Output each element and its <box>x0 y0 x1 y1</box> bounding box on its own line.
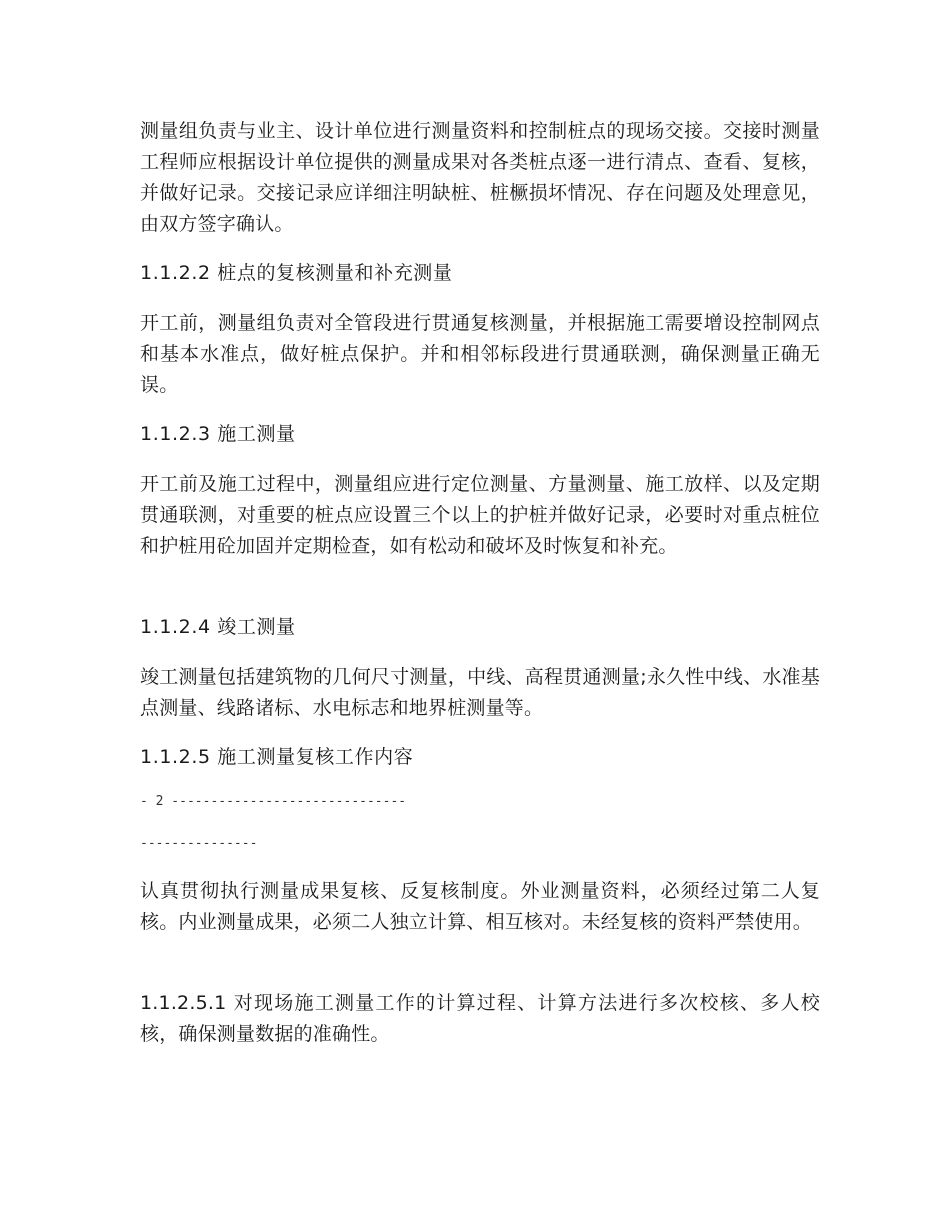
paragraph-1-1-2-5-1: 1.1.2.5.1 对现场施工测量工作的计算过程、计算方法进行多次校核、多人校核，确保测量数据的准确性。 <box>140 992 820 1045</box>
heading-1-1-2-4: 1.1.2.4 竣工测量 <box>140 616 296 638</box>
page-break-divider: --------------- <box>140 836 258 851</box>
page-number-marker: - 2 ------------------------------ <box>140 794 407 809</box>
heading-1-1-2-3: 1.1.2.3 施工测量 <box>140 423 296 445</box>
paragraph-review-system: 认真贯彻执行测量成果复核、反复核制度。外业测量资料，必须经过第二人复核。内业测量成果，必须二人独立计算、相互核对。未经复核的资料严禁使用。 <box>140 880 820 933</box>
heading-1-1-2-2: 1.1.2.2 桩点的复核测量和补充测量 <box>140 262 453 284</box>
paragraph-pre-construction-survey: 开工前，测量组负责对全管段进行贯通复核测量，并根据施工需要增设控制网点和基本水准点，做好桩点保护。并和相邻标段进行贯通联测，确保测量正确无误。 <box>140 312 820 396</box>
paragraph-construction-survey: 开工前及施工过程中，测量组应进行定位测量、方量测量、施工放样、以及定期贯通联测，对重要的桩点应设置三个以上的护桩并做好记录，必要时对重点桩位和护桩用砼加固并定期检查，如有松动和破坏及时恢复和补充。 <box>140 473 820 557</box>
heading-1-1-2-5: 1.1.2.5 施工测量复核工作内容 <box>140 746 414 768</box>
paragraph-handover: 测量组负责与业主、设计单位进行测量资料和控制桩点的现场交接。交接时测量工程师应根据设计单位提供的测量成果对各类桩点逐一进行清点、查看、复核，并做好记录。交接记录应详细注明缺桩、桩橛损坏情况、存在问题及处理意见，由双方签字确认。 <box>140 120 820 235</box>
paragraph-completion-survey: 竣工测量包括建筑物的几何尺寸测量，中线、高程贯通测量;永久性中线、水准基点测量、线路诸标、水电标志和地界桩测量等。 <box>140 666 820 719</box>
